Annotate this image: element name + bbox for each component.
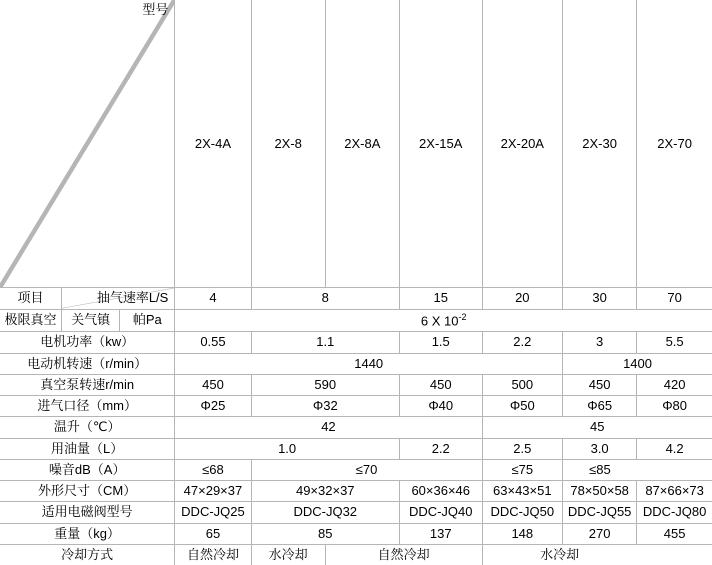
dimensions-value-3: 60×36×46	[399, 481, 482, 502]
table-row	[0, 438, 712, 459]
model-header-1: 2X-4A	[175, 0, 251, 288]
noise-level-label: 噪音dB（A）	[0, 459, 175, 480]
pump-speed-label: 真空泵转速r/min	[0, 374, 175, 395]
pump-speed-value-4: 500	[482, 374, 563, 395]
oil-capacity-value-2: 2.2	[399, 438, 482, 459]
table-row	[0, 353, 712, 374]
corner-header-cell	[0, 0, 175, 288]
noise-level-value-1: ≤68	[175, 459, 251, 480]
motor-power-value-6: 5.5	[637, 332, 712, 353]
model-header-5: 2X-20A	[482, 0, 563, 288]
inlet-diameter-value-4: Φ50	[482, 396, 563, 417]
pumping-speed-label: 抽气速率L/S	[96, 290, 169, 306]
dimensions-value-4: 63×43×51	[482, 481, 563, 502]
solenoid-valve-value-5: DDC-JQ55	[563, 502, 637, 523]
dimensions-value-6: 87×66×73	[637, 481, 712, 502]
solenoid-valve-value-6: DDC-JQ80	[637, 502, 712, 523]
table-row	[0, 332, 712, 353]
cooling-method-value-1: 自然冷却	[175, 544, 251, 565]
table-row	[0, 502, 712, 523]
model-header-6: 2X-30	[563, 0, 637, 288]
pumping-speed-value-6: 70	[637, 288, 712, 309]
cooling-method-label: 冷却方式	[0, 544, 175, 565]
table-row	[0, 288, 712, 309]
inlet-diameter-value-6: Φ80	[637, 396, 712, 417]
model-header-7: 2X-70	[637, 0, 712, 288]
oil-capacity-label: 用油量（L）	[0, 438, 175, 459]
motor-speed-value-2: 1400	[563, 353, 712, 374]
model-header-2: 2X-8	[251, 0, 325, 288]
table-row	[0, 481, 712, 502]
temperature-rise-value-2: 45	[482, 417, 712, 438]
pumping-speed-value-4: 20	[482, 288, 563, 309]
diagonal-divider-icon	[0, 0, 174, 287]
motor-power-value-2: 1.1	[251, 332, 399, 353]
motor-speed-value-1: 1440	[175, 353, 563, 374]
pumping-speed-value-5: 30	[563, 288, 637, 309]
inlet-diameter-value-1: Φ25	[175, 396, 251, 417]
temperature-rise-label: 温升（℃）	[0, 417, 175, 438]
inlet-diameter-value-3: Φ40	[399, 396, 482, 417]
pump-speed-value-3: 450	[399, 374, 482, 395]
inlet-diameter-label: 进气口径（mm）	[0, 396, 175, 417]
table-row	[0, 374, 712, 395]
model-header-4: 2X-15A	[399, 0, 482, 288]
motor-power-label: 电机功率（kw）	[0, 332, 175, 353]
dimensions-label: 外形尺寸（CM）	[0, 481, 175, 502]
gas-ballast-label: 关气镇	[61, 309, 119, 332]
table-row	[0, 417, 712, 438]
inlet-diameter-value-5: Φ65	[563, 396, 637, 417]
cooling-method-value-3: 自然冷却	[325, 544, 482, 565]
cooling-method-value-2: 水冷却	[251, 544, 325, 565]
weight-value-6: 455	[637, 523, 712, 544]
inlet-diameter-value-2: Φ32	[251, 396, 399, 417]
motor-power-value-4: 2.2	[482, 332, 563, 353]
pumping-speed-value-1: 4	[175, 288, 251, 309]
table-row	[0, 396, 712, 417]
oil-capacity-value-4: 3.0	[563, 438, 637, 459]
ultimate-vacuum-exponent: -2	[458, 311, 467, 322]
model-header-3: 2X-8A	[325, 0, 399, 288]
solenoid-valve-value-2: DDC-JQ32	[251, 502, 399, 523]
ultimate-vacuum-value-cell	[175, 309, 712, 332]
weight-value-4: 148	[482, 523, 563, 544]
motor-speed-label: 电动机转速（r/min）	[0, 353, 175, 374]
weight-label: 重量（kg）	[0, 523, 175, 544]
weight-value-2: 85	[251, 523, 399, 544]
pumping-speed-label-cell	[61, 288, 174, 309]
weight-value-5: 270	[563, 523, 637, 544]
ultimate-vacuum-value: 6 X 10	[420, 313, 459, 328]
solenoid-valve-value-4: DDC-JQ50	[482, 502, 563, 523]
row-project-label: 项目	[0, 288, 61, 309]
noise-level-value-2: ≤70	[251, 459, 482, 480]
dimensions-value-2: 49×32×37	[251, 481, 399, 502]
header-model-label: 型号	[142, 2, 169, 17]
pump-speed-value-2: 590	[251, 374, 399, 395]
table-row	[0, 459, 712, 480]
table-row	[0, 544, 712, 565]
weight-value-3: 137	[399, 523, 482, 544]
dimensions-value-5: 78×50×58	[563, 481, 637, 502]
weight-value-1: 65	[175, 523, 251, 544]
solenoid-valve-model-label: 适用电磁阀型号	[0, 502, 175, 523]
pumping-speed-value-3: 15	[399, 288, 482, 309]
pump-speed-value-6: 420	[637, 374, 712, 395]
oil-capacity-value-3: 2.5	[482, 438, 563, 459]
noise-level-value-3: ≤75	[482, 459, 563, 480]
pumping-speed-value-2: 8	[251, 288, 399, 309]
pump-speed-value-1: 450	[175, 374, 251, 395]
motor-power-value-5: 3	[563, 332, 637, 353]
dimensions-value-1: 47×29×37	[175, 481, 251, 502]
pump-speed-value-5: 450	[563, 374, 637, 395]
oil-capacity-value-1: 1.0	[175, 438, 400, 459]
ultimate-vacuum-label: 极限真空	[0, 309, 61, 332]
motor-power-value-1: 0.55	[175, 332, 251, 353]
oil-capacity-value-5: 4.2	[637, 438, 712, 459]
solenoid-valve-value-3: DDC-JQ40	[399, 502, 482, 523]
cooling-method-value-4: 水冷却	[482, 544, 637, 565]
pressure-unit-label: 帕Pa	[120, 309, 175, 332]
table-row	[0, 523, 712, 544]
noise-level-value-4: ≤85	[563, 459, 637, 480]
temperature-rise-value-1: 42	[175, 417, 482, 438]
table-row	[0, 309, 712, 332]
motor-power-value-3: 1.5	[399, 332, 482, 353]
solenoid-valve-value-1: DDC-JQ25	[175, 502, 251, 523]
